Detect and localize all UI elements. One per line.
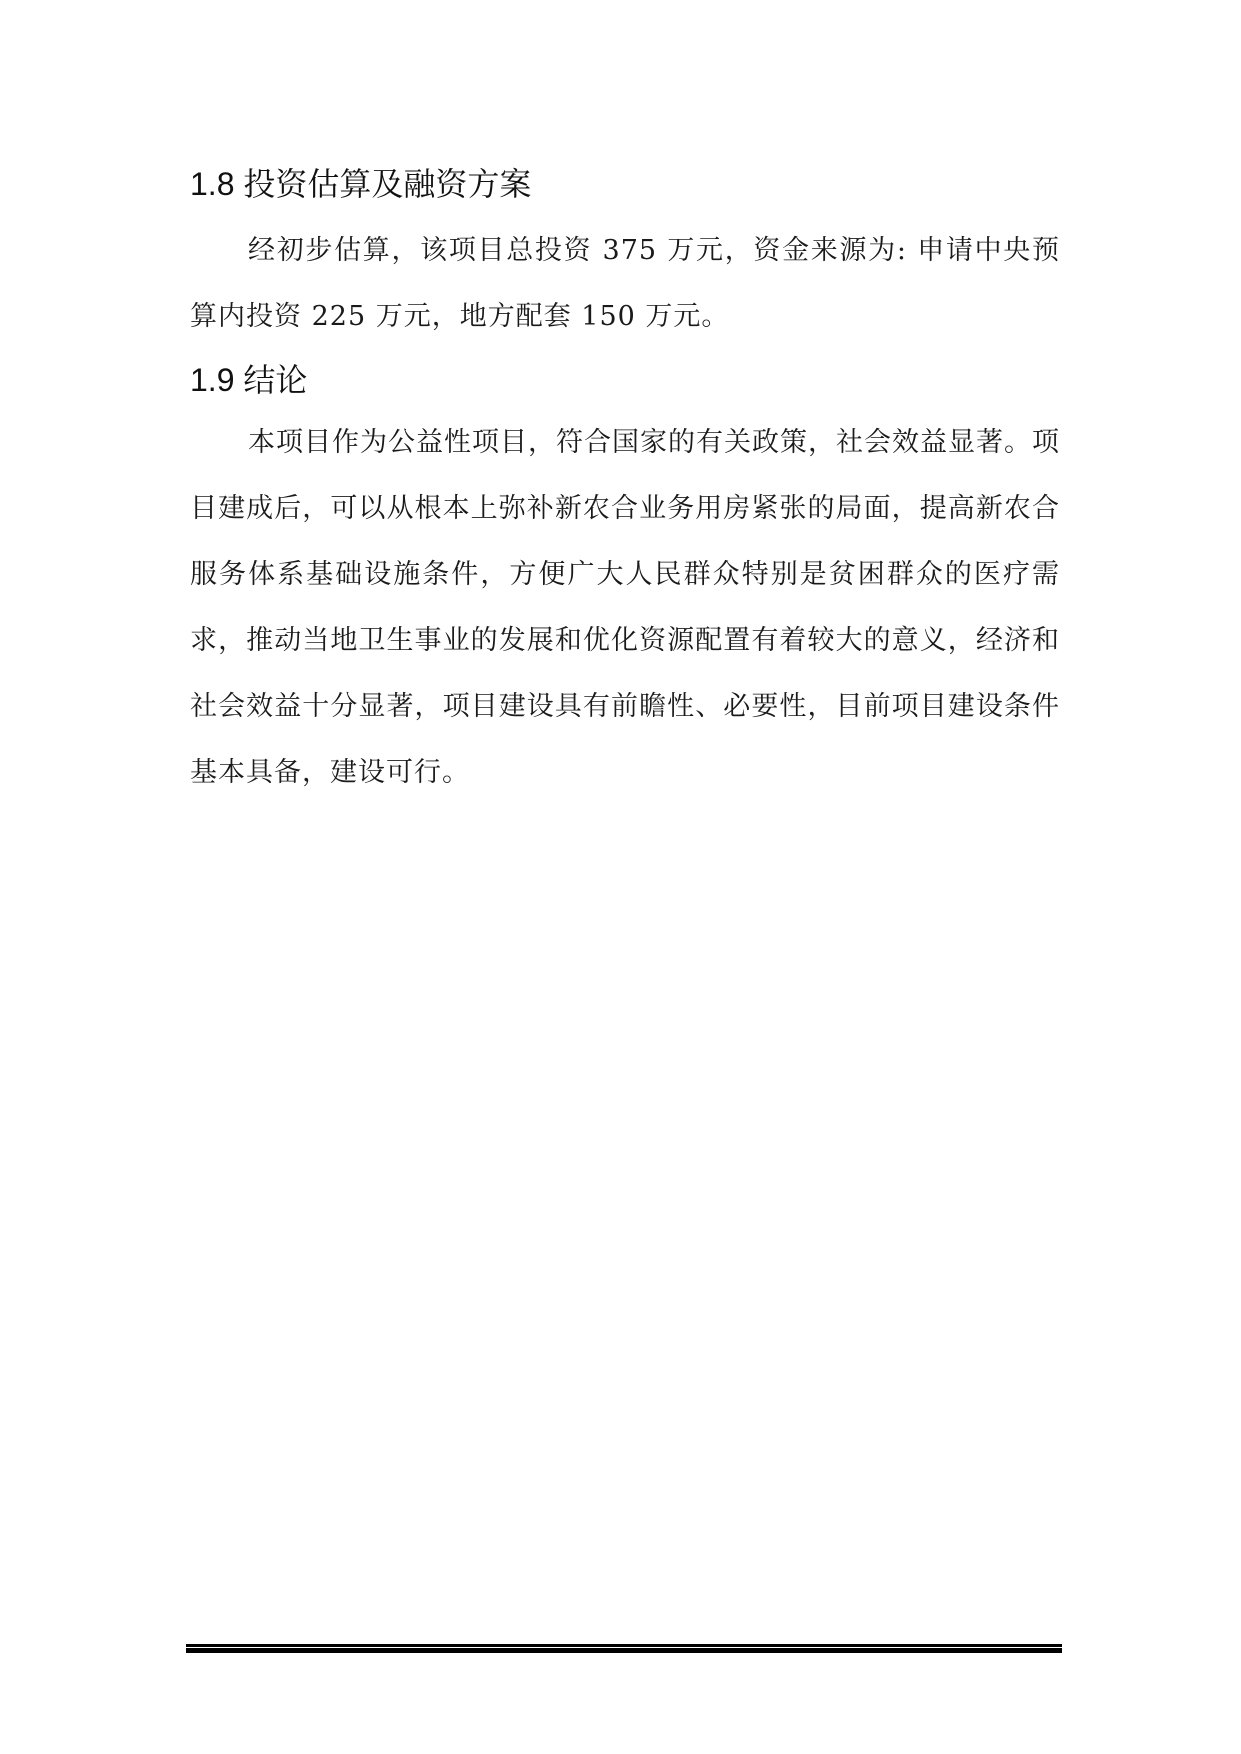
paragraph-conclusion: 本项目作为公益性项目，符合国家的有关政策，社会效益显著。项目建成后，可以从根本上弥补新农合业务用房紧张的局面，提高新农合服务体系基础设施条件，方便广大人民群众特别是贫困群众的医疗需求，推动当地卫生事业的发展和优化资源配置有着较大的意义，经济和社会效益十分显著，项目建设具有前瞻性、必要性，目前项目建设条件基本具备，建设可行。 [190, 427, 1060, 788]
section-heading-conclusion: 1.9 结论 [190, 362, 308, 398]
paragraph-investment: 经初步估算，该项目总投资 375 万元，资金来源为: 申请中央预算内投资 225 万元，地方配套 150 万元。 [190, 235, 1060, 332]
section-heading-investment: 1.8 投资估算及融资方案 [190, 166, 532, 202]
footer-double-rule [186, 1644, 1062, 1653]
